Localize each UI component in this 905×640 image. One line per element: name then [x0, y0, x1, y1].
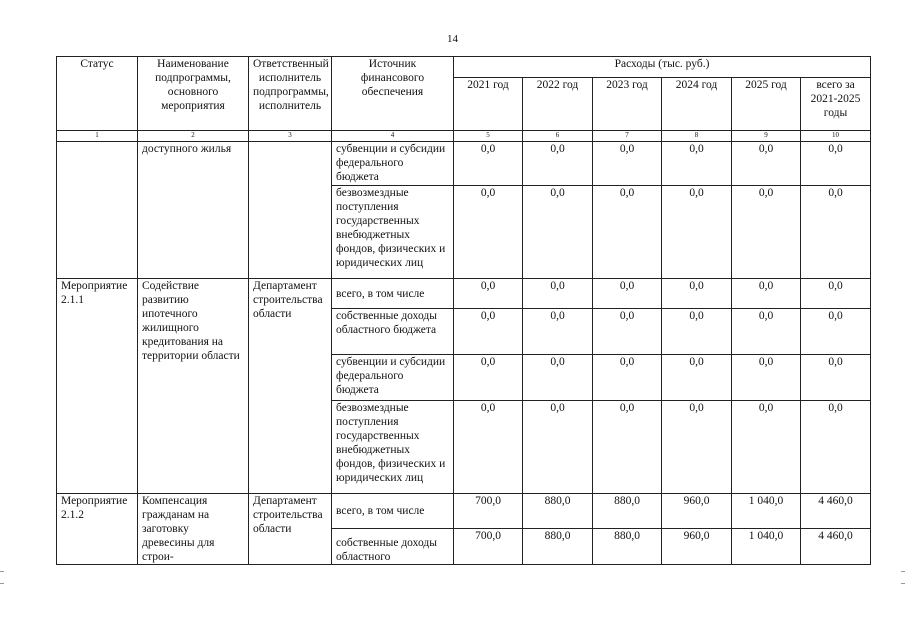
header-year: 2024 год — [662, 78, 732, 131]
value-cell: 0,0 — [523, 355, 593, 401]
value-cell: 0,0 — [454, 142, 523, 186]
value-cell: 0,0 — [662, 355, 732, 401]
value-cell: 960,0 — [662, 494, 732, 529]
source-cell: безвозмездные поступления государственных внебюджетных фондов, физических и юридических лиц — [332, 401, 454, 494]
status-cell: Мероприятие 2.1.1 — [57, 279, 138, 494]
value-cell: 0,0 — [732, 355, 801, 401]
value-cell: 0,0 — [801, 309, 871, 355]
crop-mark — [901, 583, 905, 584]
value-cell: 880,0 — [523, 494, 593, 529]
value-cell: 0,0 — [662, 186, 732, 279]
value-cell: 0,0 — [662, 309, 732, 355]
value-cell: 0,0 — [801, 355, 871, 401]
source-cell: собственные доходы областного бюджета — [332, 309, 454, 355]
value-cell: 880,0 — [523, 528, 593, 564]
value-cell: 1 040,0 — [732, 494, 801, 529]
col-number: 1 — [57, 131, 138, 142]
value-cell: 0,0 — [593, 186, 662, 279]
value-cell: 0,0 — [662, 279, 732, 309]
header-year: 2022 год — [523, 78, 593, 131]
value-cell: 4 460,0 — [801, 528, 871, 564]
value-cell: 0,0 — [732, 142, 801, 186]
responsible-cell: Департамент строительства области — [249, 279, 332, 494]
value-cell: 0,0 — [801, 142, 871, 186]
value-cell: 0,0 — [523, 142, 593, 186]
header-responsible: Ответственный исполнитель подпрограммы, исполнитель — [249, 57, 332, 131]
value-cell: 0,0 — [801, 279, 871, 309]
value-cell: 0,0 — [801, 401, 871, 494]
table-row — [57, 279, 871, 309]
col-number: 6 — [523, 131, 593, 142]
col-number: 10 — [801, 131, 871, 142]
page-number: 14 — [447, 33, 458, 45]
table-row — [57, 142, 871, 186]
status-cell: Мероприятие 2.1.2 — [57, 494, 138, 565]
col-number: 3 — [249, 131, 332, 142]
value-cell: 0,0 — [523, 309, 593, 355]
source-cell: безвозмездные поступления государственных внебюджетных фондов, физических и юридических лиц — [332, 186, 454, 279]
name-cell: Содействие развитию ипотечного жилищного кредитования на территории области — [138, 279, 249, 494]
header-name: Наименование подпрограммы, основного мероприятия — [138, 57, 249, 131]
value-cell: 960,0 — [662, 528, 732, 564]
col-number: 7 — [593, 131, 662, 142]
value-cell: 0,0 — [732, 279, 801, 309]
value-cell: 0,0 — [662, 401, 732, 494]
value-cell: 0,0 — [593, 279, 662, 309]
source-cell: всего, в том числе — [332, 494, 454, 529]
name-cell: Компенсация гражданам на заготовку древесины для строи- — [138, 494, 249, 565]
value-cell: 0,0 — [662, 142, 732, 186]
value-cell: 0,0 — [593, 401, 662, 494]
value-cell: 0,0 — [732, 401, 801, 494]
source-cell: собственные доходы областного — [332, 528, 454, 564]
value-cell: 0,0 — [523, 279, 593, 309]
header-expenses: Расходы (тыс. руб.) — [454, 57, 871, 78]
col-number: 8 — [662, 131, 732, 142]
value-cell: 0,0 — [523, 401, 593, 494]
value-cell: 880,0 — [593, 528, 662, 564]
header-total: всего за 2021-2025 годы — [801, 78, 871, 131]
col-number: 9 — [732, 131, 801, 142]
source-cell: субвенции и субсидии федерального бюджета — [332, 355, 454, 401]
crop-mark — [901, 571, 905, 572]
value-cell: 0,0 — [454, 279, 523, 309]
header-year: 2021 год — [454, 78, 523, 131]
col-number: 5 — [454, 131, 523, 142]
col-number: 4 — [332, 131, 454, 142]
value-cell: 700,0 — [454, 528, 523, 564]
header-year: 2025 год — [732, 78, 801, 131]
value-cell: 0,0 — [593, 142, 662, 186]
value-cell: 0,0 — [593, 355, 662, 401]
value-cell: 0,0 — [523, 186, 593, 279]
table-row — [57, 494, 871, 529]
source-cell: всего, в том числе — [332, 279, 454, 309]
source-cell: субвенции и субсидии федерального бюджета — [332, 142, 454, 186]
name-cell: доступного жилья — [138, 142, 249, 279]
crop-mark — [0, 571, 4, 572]
value-cell: 880,0 — [593, 494, 662, 529]
value-cell: 4 460,0 — [801, 494, 871, 529]
header-source: Источник финансового обеспечения — [332, 57, 454, 131]
value-cell: 0,0 — [454, 401, 523, 494]
value-cell: 0,0 — [593, 309, 662, 355]
budget-table — [56, 56, 871, 565]
value-cell: 0,0 — [801, 186, 871, 279]
value-cell: 0,0 — [454, 355, 523, 401]
crop-mark — [0, 583, 4, 584]
value-cell: 1 040,0 — [732, 528, 801, 564]
responsible-cell: Департамент строительства области — [249, 494, 332, 565]
header-year: 2023 год — [593, 78, 662, 131]
col-number: 2 — [138, 131, 249, 142]
responsible-cell — [249, 142, 332, 279]
status-cell — [57, 142, 138, 279]
value-cell: 0,0 — [732, 186, 801, 279]
value-cell: 0,0 — [732, 309, 801, 355]
header-status: Статус — [57, 57, 138, 131]
value-cell: 0,0 — [454, 186, 523, 279]
value-cell: 0,0 — [454, 309, 523, 355]
value-cell: 700,0 — [454, 494, 523, 529]
